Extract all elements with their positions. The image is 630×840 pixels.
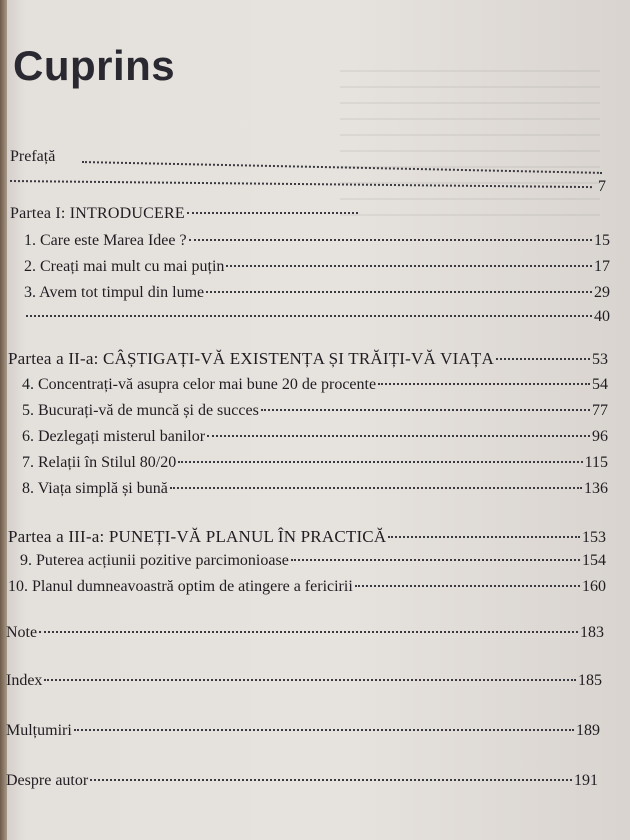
toc-part-3 (8, 527, 606, 547)
toc-entry-label: 1. Care este Marea Idee ? (24, 232, 187, 249)
dot-leader (261, 409, 590, 411)
toc-entry-label: Prefață (10, 148, 56, 165)
dot-leader (44, 679, 576, 681)
toc-page-number: 136 (584, 480, 608, 497)
dot-leader (10, 180, 592, 188)
dot-leader (189, 239, 592, 241)
toc-part-2 (8, 349, 608, 369)
dot-leader (206, 291, 592, 293)
toc-part-1 (10, 205, 360, 223)
toc-chapter-4 (22, 376, 608, 394)
toc-page-number: 183 (580, 624, 604, 641)
dot-leader (291, 559, 580, 561)
toc-page-number: 54 (592, 376, 608, 393)
toc-chapter-7 (22, 454, 608, 472)
toc-entry-label: Index (6, 672, 43, 689)
toc-chapter-8 (22, 480, 608, 498)
dot-leader (178, 461, 582, 463)
toc-page-number: 77 (592, 402, 608, 419)
toc-chapter-continuation (24, 308, 610, 326)
toc-entry-about-author (6, 772, 598, 790)
toc-chapter-2 (24, 258, 610, 276)
toc-entry-label: Despre autor (6, 772, 89, 789)
toc-entry-label: 2. Creați mai mult cu mai puțin (24, 258, 225, 275)
toc-entry-label: 3. Avem tot timpul din lume (24, 284, 205, 301)
toc-entry-label: 4. Concentrați-vă asupra celor mai bune 20 de procente (22, 376, 377, 393)
toc-entry-label: 8. Viața simplă și bună (22, 480, 168, 497)
toc-entry-notes (6, 624, 604, 642)
dot-leader (170, 487, 582, 489)
toc-chapter-5 (22, 402, 608, 420)
toc-entry-label: Mulțumiri (6, 722, 72, 739)
dot-leader (82, 161, 602, 174)
toc-page-number: 96 (592, 428, 608, 445)
toc-chapter-6 (22, 428, 608, 446)
toc-page-number: 15 (594, 232, 610, 249)
dot-leader (207, 435, 590, 437)
toc-page-number: 191 (574, 772, 598, 789)
dot-leader (355, 585, 580, 587)
toc-page-number: 160 (582, 578, 606, 595)
toc-page-number: 189 (576, 722, 600, 739)
toc-page-number: 154 (582, 552, 606, 569)
toc-entry-label: 10. Planul dumneavoastră optim de atingere a fericirii (8, 578, 353, 595)
dot-leader (90, 779, 572, 781)
toc-entry-index (6, 672, 602, 690)
toc-page-number: 153 (582, 529, 606, 546)
toc-chapter-1 (24, 232, 610, 250)
toc-part-label: Partea I: INTRODUCERE (10, 205, 185, 222)
dot-leader (388, 536, 580, 538)
toc-page-number: 53 (592, 351, 608, 368)
toc-page-number: 115 (584, 454, 608, 471)
toc-page-number: 17 (594, 258, 610, 275)
toc-entry-label: 9. Puterea acțiunii pozitive parcimonioase (20, 552, 289, 569)
toc-page-number: 29 (594, 284, 610, 301)
toc-page-number: 185 (578, 672, 602, 689)
toc-page-number: 7 (598, 178, 606, 195)
toc-entry-acknowledgements (6, 722, 600, 740)
page-title: Cuprins (13, 42, 176, 89)
toc-part-label: Partea a III-a: PUNEȚI-VĂ PLANUL ÎN PRACTICĂ (8, 527, 387, 546)
toc-entry-label: 5. Bucurați-vă de muncă și de succes (22, 402, 259, 419)
toc-chapter-10 (8, 578, 606, 596)
dot-leader (187, 212, 358, 214)
toc-entry-label: 6. Dezlegați misterul banilor (22, 428, 206, 445)
toc-entry-preface (10, 148, 610, 194)
dot-leader (74, 729, 574, 731)
toc-page-number: 40 (594, 308, 610, 325)
toc-chapter-9 (20, 552, 606, 570)
dot-leader (39, 631, 578, 633)
dot-leader (378, 383, 590, 385)
toc-entry-label: 7. Relații în Stilul 80/20 (22, 454, 177, 471)
toc-entry-label: Note (6, 624, 38, 641)
toc-part-label: Partea a II-a: CÂȘTIGAȚI-VĂ EXISTENȚA ȘI TRĂIȚI-VĂ VIAȚA (8, 349, 494, 368)
dot-leader (496, 358, 590, 360)
toc-chapter-3 (24, 284, 610, 302)
dot-leader (26, 315, 592, 317)
dot-leader (226, 265, 592, 267)
